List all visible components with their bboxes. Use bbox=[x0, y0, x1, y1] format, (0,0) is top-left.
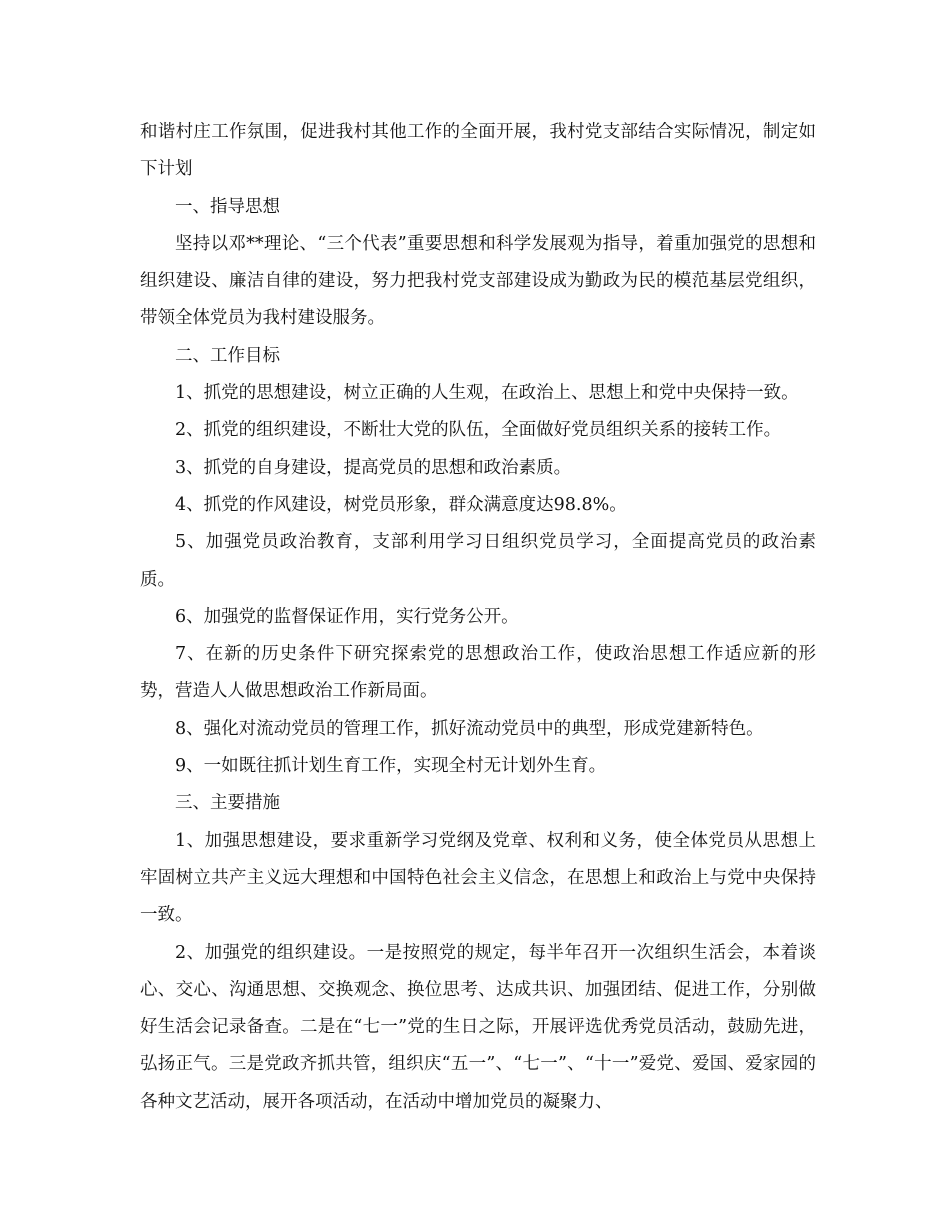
goal-item-1: 1、抓党的思想建设，树立正确的人生观，在政治上、思想上和党中央保持一致。 bbox=[175, 383, 799, 404]
goal-item-8: 8、强化对流动党员的管理工作，抓好流动党员中的典型，形成党建新特色。 bbox=[175, 718, 764, 739]
document-body bbox=[140, 114, 816, 1121]
goal-item-6: 6、加强党的监督保证作用，实行党务公开。 bbox=[175, 606, 519, 627]
section-heading-guiding-ideology: 一、指导思想 bbox=[175, 196, 280, 217]
goal-item-7: 7、在新的历史条件下研究探索党的思想政治工作，使政治思想工作适应新的形势，营造人人做思想政治工作新局面。 bbox=[140, 644, 816, 702]
goal-item-5: 5、加强党员政治教育，支部利用学习日组织党员学习，全面提高党员的政治素质。 bbox=[140, 532, 816, 590]
section-heading-work-goals: 二、工作目标 bbox=[175, 345, 280, 366]
goal-item-3: 3、抓党的自身建设，提高党员的思想和政治素质。 bbox=[175, 457, 572, 478]
goal-item-9: 9、一如既往抓计划生育工作，实现全村无计划外生育。 bbox=[175, 756, 607, 777]
paragraph-1: 和谐村庄工作氛围，促进我村其他工作的全面开展，我村党支部结合实际情况，制定如下计划 bbox=[140, 122, 816, 180]
section-heading-main-measures: 三、主要措施 bbox=[175, 793, 280, 814]
measure-item-1: 1、加强思想建设，要求重新学习党纲及党章、权利和义务，使全体党员从思想上牢固树立共产主义远大理想和中国特色社会主义信念，在思想上和政治上与党中央保持一致。 bbox=[140, 830, 816, 926]
goal-item-4: 4、抓党的作风建设，树党员形象，群众满意度达98.8%。 bbox=[175, 494, 627, 515]
goal-item-2: 2、抓党的组织建设，不断壮大党的队伍，全面做好党员组织关系的接转工作。 bbox=[175, 420, 782, 441]
measure-item-2: 2、加强党的组织建设。一是按照党的规定，每半年召开一次组织生活会，本着谈心、交心、沟通思想、交换观念、换位思考、达成共识、加强团结、促进工作，分别做好生活会记录备查。二是在“七一”党的生日之际，开展评选优秀党员活动，鼓励先进，弘扬正气。三是党政齐抓共管，组织庆“五一”、“七一”、“十一”爱党、爱国、爱家园的各种文艺活动，展开各项活动，在活动中增加党员的凝聚力、 bbox=[140, 942, 816, 1112]
paragraph-guiding-ideology: 坚持以邓**理论、“三个代表”重要思想和科学发展观为指导，着重加强党的思想和组织建设、廉洁自律的建设，努力把我村党支部建设成为勤政为民的模范基层党组织，带领全体党员为我村建设服务。 bbox=[140, 233, 816, 329]
